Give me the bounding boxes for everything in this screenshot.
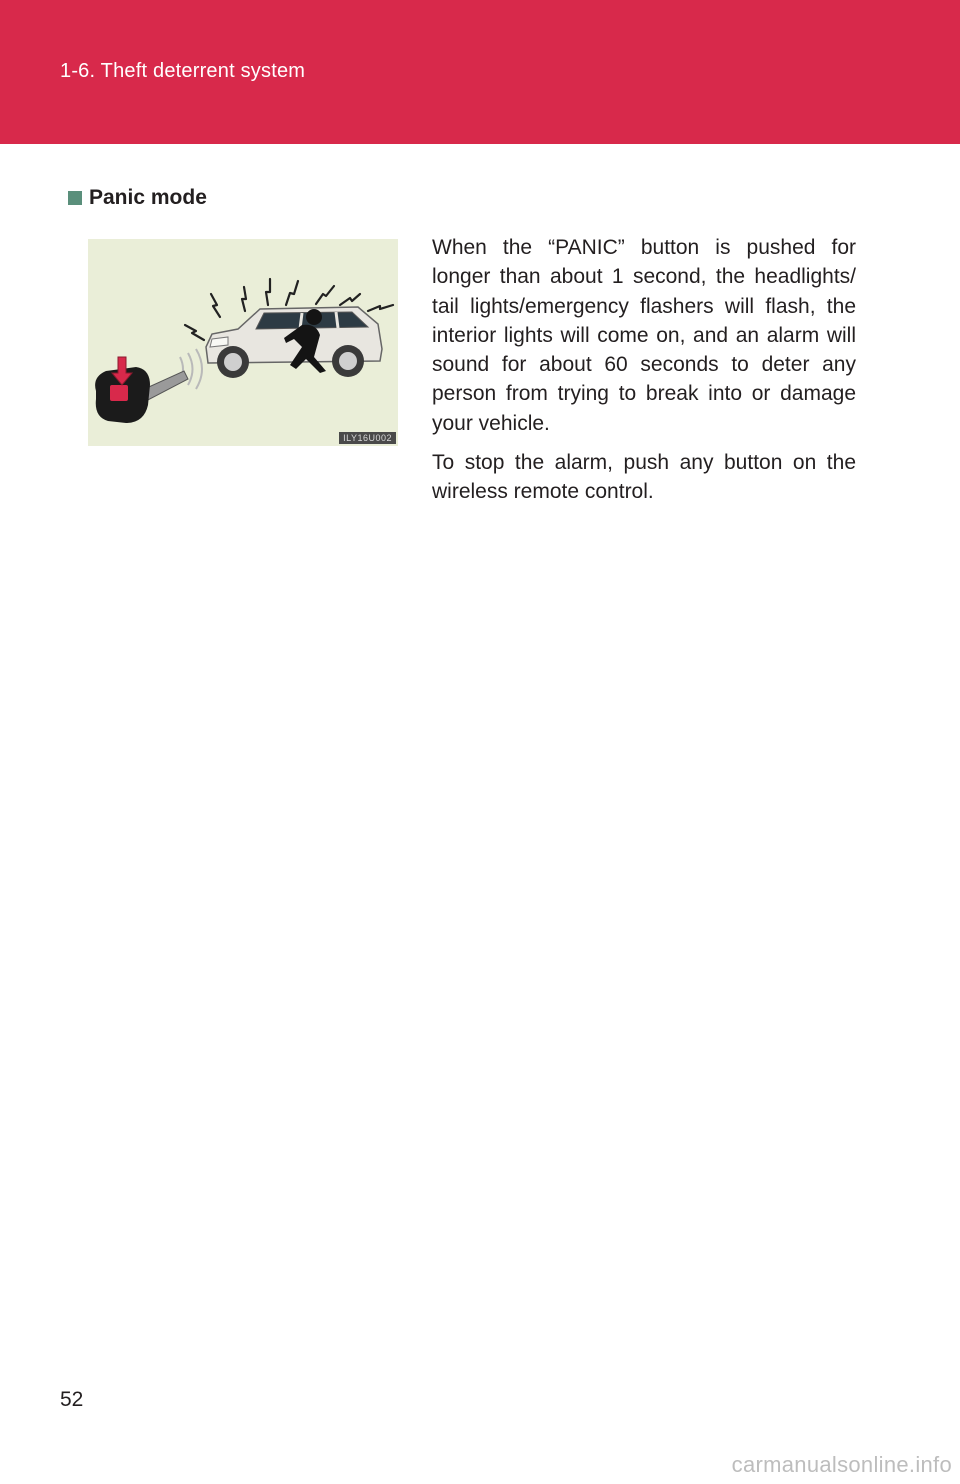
watermark: carmanualsonline.info	[731, 1452, 952, 1477]
paragraph: To stop the alarm, push any button on the wireless remote control.	[432, 451, 856, 504]
page-header	[0, 0, 960, 144]
illustration-code: ILY16U002	[339, 432, 396, 444]
header-title: 1-6. Theft deterrent system	[60, 60, 306, 82]
panic-mode-illustration	[88, 239, 398, 446]
section-heading	[68, 186, 207, 210]
illustration-drawing	[88, 239, 398, 446]
square-bullet-icon	[68, 191, 82, 205]
key-fob-icon	[95, 357, 188, 423]
paragraph: When the “PANIC” button is pushed for longer than about 1 second, the headlights/ tail lights/emergency flashers will flash, the interior lights will come on, and an alarm will sound for about 60 seconds to deter any person from trying to break into or damage your vehicle.	[432, 236, 856, 435]
body-text	[432, 233, 856, 517]
page-number: 52	[60, 1388, 84, 1411]
section-heading-label: Panic mode	[89, 186, 207, 209]
signal-waves-icon	[180, 349, 202, 389]
